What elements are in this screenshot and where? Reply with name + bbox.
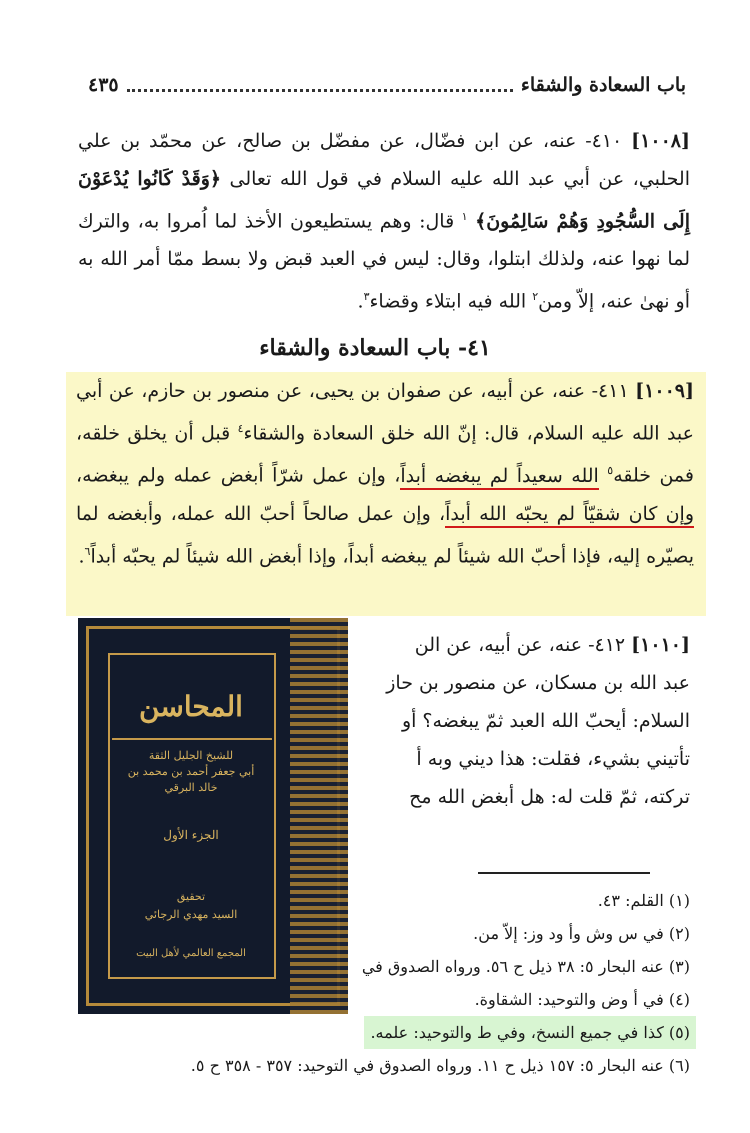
footnote-divider [478,872,650,874]
running-header [88,70,686,100]
cover-title: المحاسن [139,690,243,723]
footnote-marker: ٣ [363,290,370,304]
cover-volume: الجزء الأول [163,828,219,842]
underlined-phrase: وإن كان شقيّاً لم يحبّه الله أبداً [445,503,694,528]
cover-edited-by: تحقيق [176,890,206,903]
cover-subtitle-line: للشيخ الجليل الثقة [148,749,234,762]
footnote-marker: ٦ [84,544,91,558]
hadith-text: ٤١١- عنه، عن أبيه، عن صفوان بن يحيى، عن منصور بن حازم، عن أبي عبد الله عليه السلام، قال: إنّ الله خلق السعادة والشقاء [76,380,694,445]
hadith-ref: [١٠١٠] [631,634,690,656]
hadith-text: قال: وهم يستطيعون الأخذ لما اُمروا به، والترك لما نهوا عنه، ولذلك ابتلوا، وقال: ليس في العبد قبض ولا بسط ممّا أمر الله به أو نهىٰ عنه، إلاّ ومن [78,210,690,313]
chapter-heading: ٤١- باب السعادة والشقاء [259,335,491,361]
footnote-marker: ٥ [607,464,614,478]
footnote-highlighted: (٥) كذا في جميع النسخ، وفي ط والتوحيد: علمه. [364,1016,696,1049]
hadith-text: ، وإن عمل شرّاً أبغض عمله ولم يبغضه، [76,464,401,487]
hadith-text: ٤١٢- عنه، عن أبيه، عن الن [414,634,626,656]
hadith-text: ، وإن عمل صالحاً أحبّ الله عمله، وأبغضه لما يصيّره إليه، فإذا أحبّ الله شيئاً لم يبغضه أبداً، وإذا أبغض الله شيئاً لم يحبّه أبداً [76,502,694,567]
underlined-phrase: الله سعيداً لم يبغضه أبداً [400,465,598,490]
footnote: (٣) عنه البحار ٥: ٣٨ ذيل ح ٥٦. ورواه الصدوق في [361,957,690,976]
footnotes [191,884,690,1082]
header-dots [127,79,513,92]
cover-subtitle [118,748,264,796]
footnote: (٢) في س وش وأ ود وز: إلاّ من. [473,924,690,943]
text-line [342,626,690,664]
highlighted-passage [66,372,706,616]
cover-editor-name: السيد مهدي الرجائي [144,908,238,921]
footnote-marker: ١ [461,210,468,223]
paragraph-1009 [76,372,694,575]
footnote: (٤) في أ وض والتوحيد: الشقاوة. [474,990,690,1009]
hadith-text: . [78,544,85,567]
cover-subtitle-line: أبي جعفر أحمد بن محمد بن خالد البرقي [127,765,255,794]
hadith-text: . [357,290,364,313]
footnote: (٦) عنه البحار ٥: ١٥٧ ذيل ح ١١. ورواه الصدوق في التوحيد: ٣٥٧ - ٣٥٨ ح ٥. [190,1056,690,1075]
paragraph-1008 [78,122,690,321]
cover-publisher: المجمع العالمي لأهل البيت [136,948,246,959]
quran-verse: ﴿وَقَدْ كَانُوا يُدْعَوْنَ إِلَى السُّجُودِ وَهُمْ سَالِمُونَ﴾ [78,168,690,233]
hadith-ref: [١٠٠٩] [635,380,694,402]
paragraph-1010 [342,626,690,816]
hadith-text: قبل أن يخلق خلقه، فمن خلقه [76,422,695,487]
text-line: تركته، ثمّ قلت له: هل أبغض الله مح [409,786,690,808]
page-number: ٤٣٥ [88,74,119,96]
footnote-marker: ٢ [532,290,539,304]
text-line: عبد الله بن مسكان، عن منصور بن حاز [386,672,690,694]
footnote: (١) القلم: ٤٣. [597,891,690,910]
text-line: تأتيني بشيء، فقلت: هذا ديني وبه أ [416,748,690,770]
running-title: باب السعادة والشقاء [520,74,686,96]
hadith-text: الله فيه ابتلاء وقضاء [369,290,527,313]
footnote-marker: ٤ [237,422,244,435]
hadith-ref: [١٠٠٨] [631,130,690,152]
hadith-text: ٤١٠- عنه، عن ابن فضّال، عن مفضّل بن صالح، عن محمّد بن علي الحلبي، عن أبي عبد الله عليه السلام في قول الله تعالى [78,130,690,190]
text-line: السلام: أيحبّ الله العبد ثمّ يبغضه؟ أو [401,710,690,732]
footnote-wrapper [191,1016,690,1049]
